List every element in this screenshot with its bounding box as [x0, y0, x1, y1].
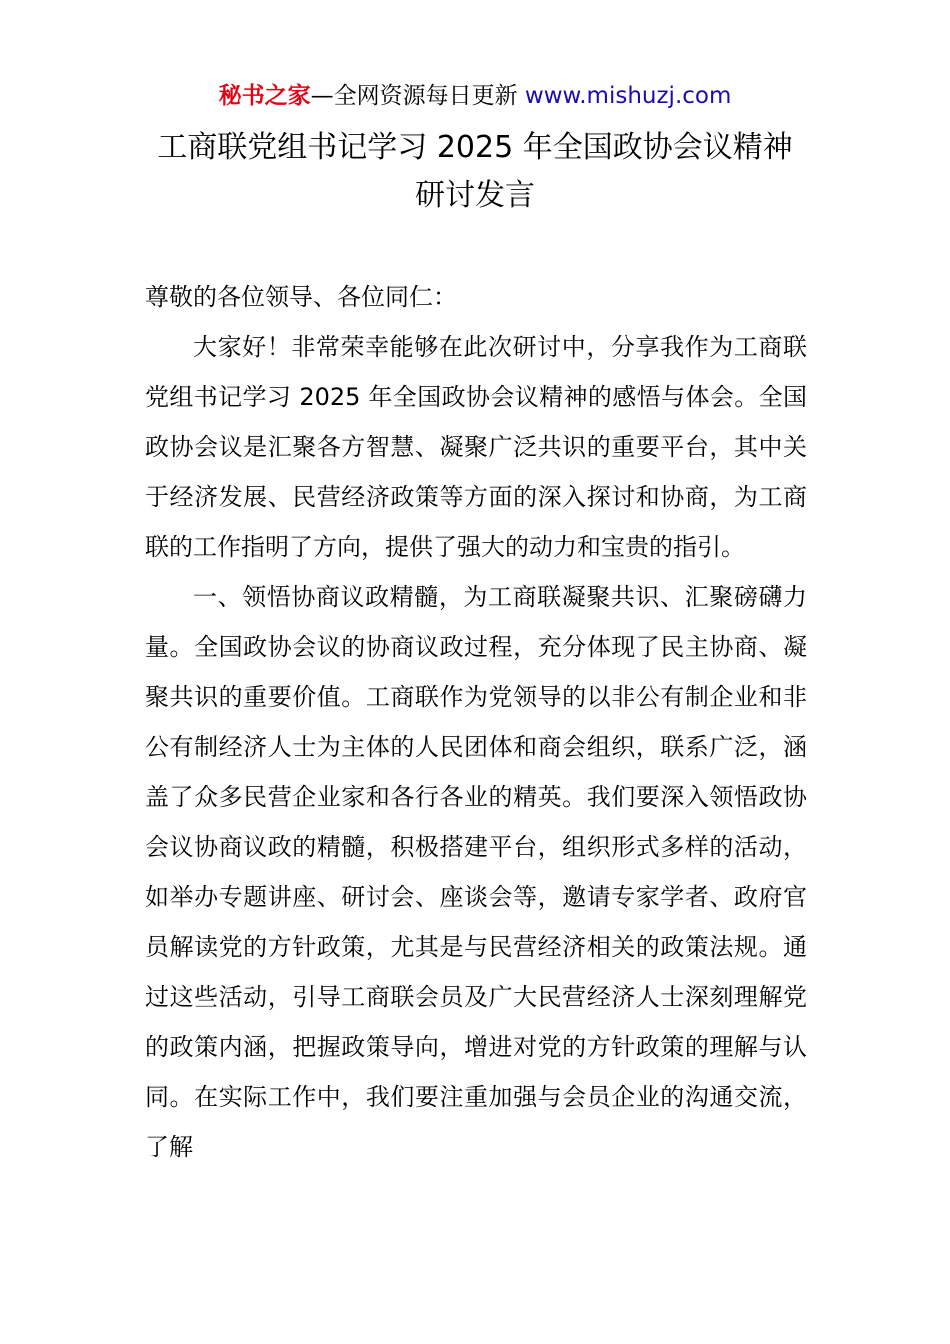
document-title [60, 124, 890, 220]
site-url[interactable]: www.mishuzj.com [524, 83, 732, 109]
title-line-1: 工商联党组书记学习 2025 年全国政协会议精神 [157, 130, 793, 165]
salutation: 尊敬的各位领导、各位同仁： [145, 283, 457, 311]
document-body [145, 272, 807, 1172]
title-line-2: 研讨发言 [415, 178, 535, 213]
brand-name: 秘书之家 [218, 83, 311, 109]
paragraph-section-1: 一、领悟协商议政精髓，为工商联凝聚共识、汇聚磅礴力量。全国政协会议的协商议政过程，充分体现了民主协商、凝聚共识的重要价值。工商联作为党领导的以非公有制企业和非公有制经济人士为主体的人民团体和商会组织，联系广泛，涵盖了众多民营企业家和各行各业的精英。我们要深入领悟政协会议协商议政的精髓，积极搭建平台，组织形式多样的活动，如举办专题讲座、研讨会、座谈会等，邀请专家学者、政府官员解读党的方针政策，尤其是与民营经济相关的政策法规。通过这些活动，引导工商联会员及广大民营经济人士深刻理解党的政策内涵，把握政策导向，增进对党的方针政策的理解与认同。在实际工作中，我们要注重加强与会员企业的沟通交流，了解 [145, 583, 807, 1161]
paragraph-intro: 大家好！非常荣幸能够在此次研讨中，分享我作为工商联党组书记学习 2025 年全国政协会议精神的感悟与体会。全国政协会议是汇聚各方智慧、凝聚广泛共识的重要平台，其中关于经济发展、民营经济政策等方面的深入探讨和协商，为工商联的工作指明了方向，提供了强大的动力和宝贵的指引。 [145, 333, 807, 561]
header-tagline: —全网资源每日更新 [310, 83, 518, 109]
site-header [0, 80, 950, 112]
